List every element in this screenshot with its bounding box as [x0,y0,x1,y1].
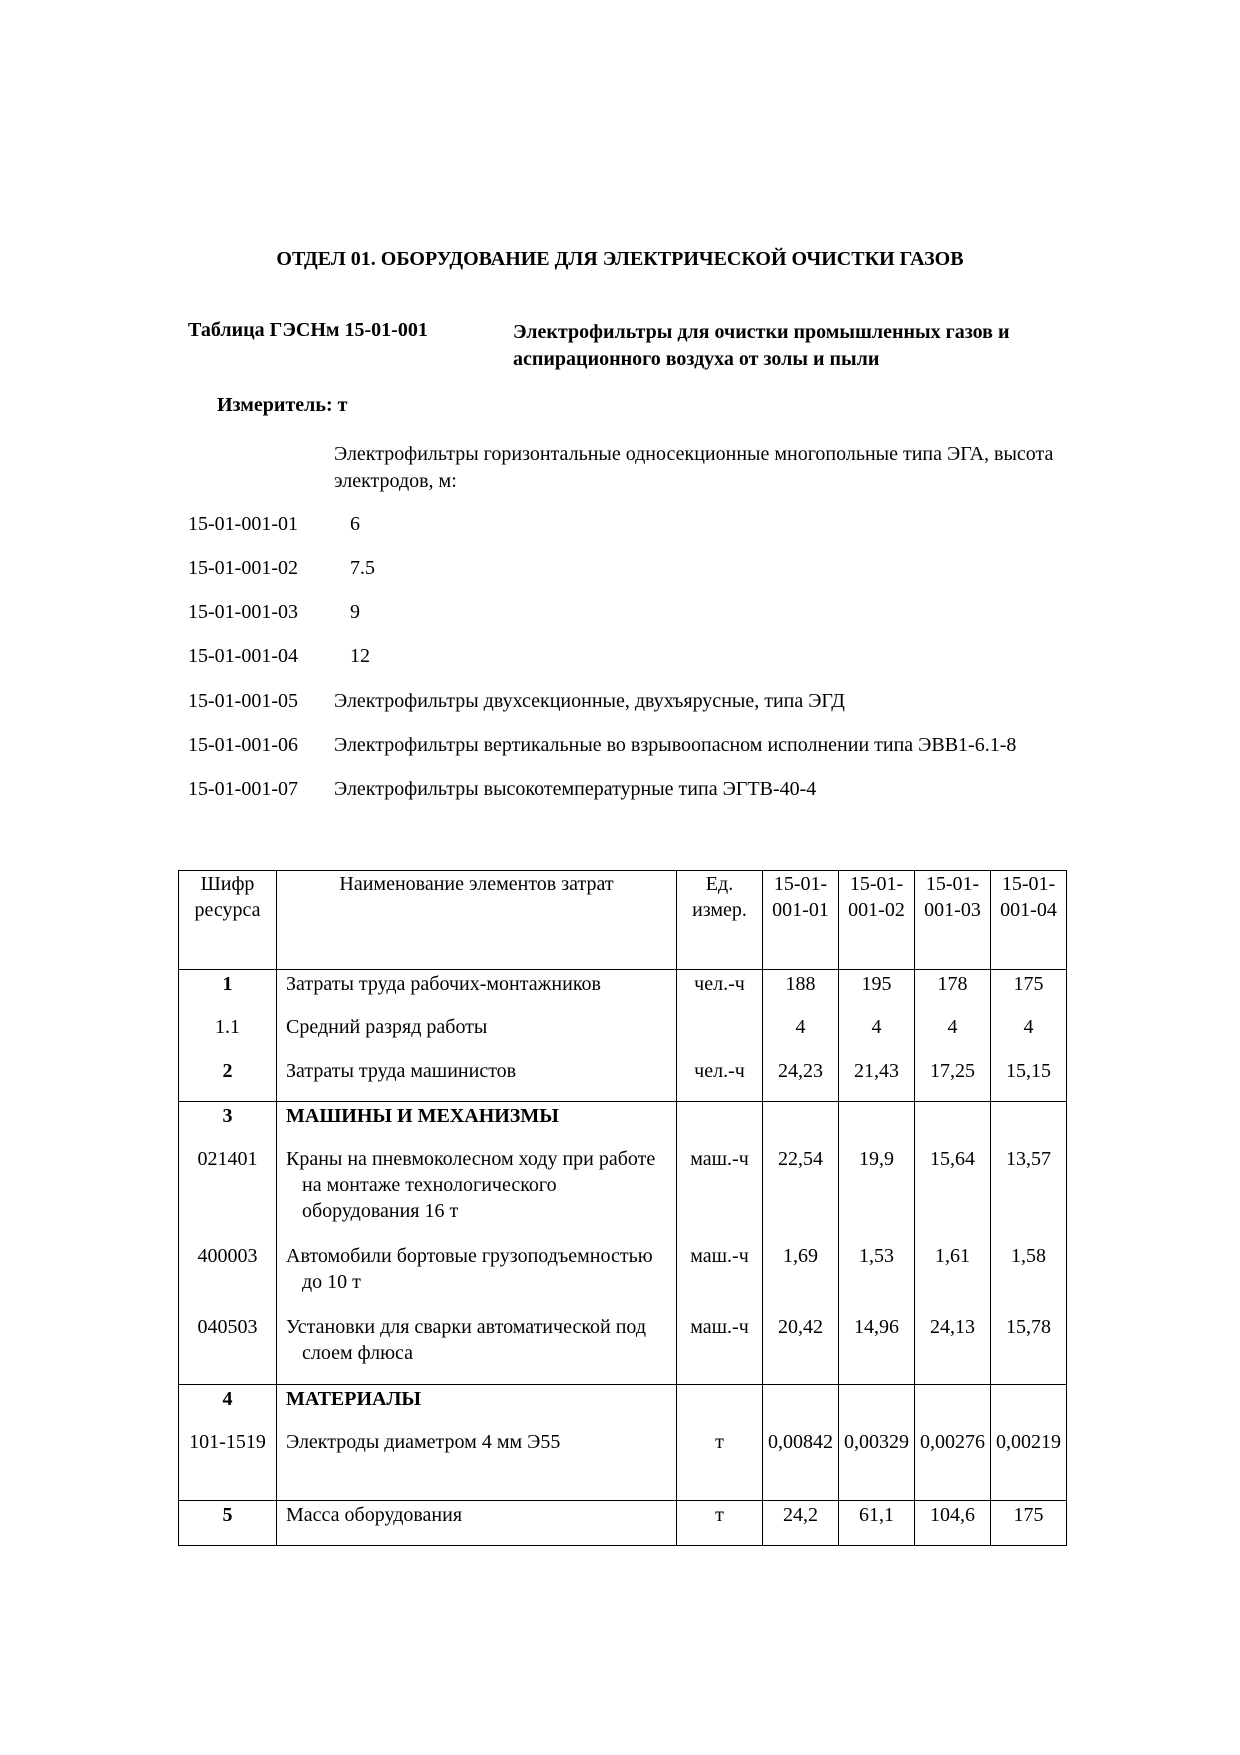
row-value: 24,13 [915,1314,991,1385]
row-value [763,1385,839,1429]
row-name: Установки для сварки автоматической под слоем флюса [286,1315,647,1364]
row-value: 104,6 [915,1501,991,1546]
row-value: 1,58 [991,1243,1067,1314]
item-code: 15-01-001-07 [188,778,298,800]
table-row [179,970,1067,1014]
row-value: 61,1 [839,1501,915,1546]
item-text: Электрофильтры вертикальные во взрывоопасном исполнении типа ЭВВ1-6.1-8 [334,734,1017,756]
row-name: МАШИНЫ И МЕХАНИЗМЫ [277,1102,677,1146]
row-name: Автомобили бортовые грузоподъемностью до 10 т [286,1244,653,1293]
row-value: 4 [839,1014,915,1058]
header-col-01: 15-01-001-01 [763,871,839,970]
row-unit [677,1385,763,1429]
row-value: 0,00219 [991,1429,1067,1501]
row-unit [677,1014,763,1058]
item-code: 15-01-001-06 [188,734,298,756]
row-value: 15,15 [991,1058,1067,1102]
row-name: Электроды диаметром 4 мм Э55 [277,1429,677,1501]
row-unit: чел.-ч [677,1058,763,1102]
row-value: 21,43 [839,1058,915,1102]
item-text: Электрофильтры двухсекционные, двухъярусные, типа ЭГД [334,690,845,712]
row-name: Затраты труда рабочих-монтажников [277,970,677,1014]
row-value [839,1102,915,1146]
row-value [991,1102,1067,1146]
item-code: 15-01-001-03 [188,601,298,623]
row-name: Затраты труда машинистов [277,1058,677,1102]
row-value: 15,78 [991,1314,1067,1385]
row-value: 1,61 [915,1243,991,1314]
table-row [179,1501,1067,1546]
table-row [179,1385,1067,1429]
table-header-row [179,871,1067,970]
row-name: Краны на пневмоколесном ходу при работе на монтаже технологического оборудования 16 т [286,1147,656,1222]
row-unit: маш.-ч [677,1243,763,1314]
row-code: 4 [179,1385,277,1429]
table-row [179,1243,1067,1314]
item-text: Электрофильтры высокотемпературные типа ЭГТВ-40-4 [334,778,817,800]
resource-table [178,870,1067,1546]
row-code: 040503 [179,1314,277,1385]
group-description: Электрофильтры горизонтальные односекционные многопольные типа ЭГА, высота электродов, м: [334,443,1054,492]
row-value: 20,42 [763,1314,839,1385]
header-col-02: 15-01-001-02 [839,871,915,970]
row-name: Средний разряд работы [277,1014,677,1058]
row-unit [677,1102,763,1146]
row-code: 021401 [179,1146,277,1243]
table-row [179,1058,1067,1102]
item-code: 15-01-001-05 [188,690,298,712]
table-row [179,1429,1067,1501]
item-text: 12 [350,645,370,667]
row-value: 175 [991,970,1067,1014]
header-name: Наименование элементов затрат [277,871,677,970]
table-row [179,1146,1067,1243]
row-code: 400003 [179,1243,277,1314]
row-value [915,1102,991,1146]
row-name: МАТЕРИАЛЫ [277,1385,677,1429]
row-value: 17,25 [915,1058,991,1102]
row-value: 4 [763,1014,839,1058]
row-value: 4 [915,1014,991,1058]
row-value: 4 [991,1014,1067,1058]
row-value [915,1385,991,1429]
table-label: Таблица ГЭСНм 15-01-001 [188,319,428,341]
row-value: 178 [915,970,991,1014]
item-code: 15-01-001-04 [188,645,298,667]
row-value [839,1385,915,1429]
item-text: 7.5 [350,557,375,579]
row-code: 3 [179,1102,277,1146]
row-value: 1,53 [839,1243,915,1314]
row-value: 15,64 [915,1146,991,1243]
header-col-04: 15-01-001-04 [991,871,1067,970]
unit-line: Измеритель: т [217,394,348,416]
section-title: ОТДЕЛ 01. ОБОРУДОВАНИЕ ДЛЯ ЭЛЕКТРИЧЕСКОЙ ОЧИСТКИ ГАЗОВ [276,248,964,270]
row-value: 13,57 [991,1146,1067,1243]
item-text: 9 [350,601,360,623]
row-value: 22,54 [763,1146,839,1243]
row-value: 0,00276 [915,1429,991,1501]
row-unit: т [677,1429,763,1501]
table-row [179,1314,1067,1385]
row-value: 175 [991,1501,1067,1546]
row-unit: чел.-ч [677,970,763,1014]
row-name: Масса оборудования [277,1501,677,1546]
header-code: Шифр ресурса [179,871,277,970]
row-value: 0,00329 [839,1429,915,1501]
header-col-03: 15-01-001-03 [915,871,991,970]
row-unit: маш.-ч [677,1146,763,1243]
row-value: 24,2 [763,1501,839,1546]
row-code: 101-1519 [179,1429,277,1501]
row-code: 1.1 [179,1014,277,1058]
row-code: 5 [179,1501,277,1546]
row-value [763,1102,839,1146]
item-text: 6 [350,513,360,535]
row-code: 1 [179,970,277,1014]
row-value [991,1385,1067,1429]
header-unit: Ед. измер. [677,871,763,970]
row-value: 14,96 [839,1314,915,1385]
row-value: 1,69 [763,1243,839,1314]
row-value: 195 [839,970,915,1014]
item-code: 15-01-001-02 [188,557,298,579]
row-value: 24,23 [763,1058,839,1102]
row-unit: т [677,1501,763,1546]
row-value: 0,00842 [763,1429,839,1501]
table-row [179,1014,1067,1058]
row-unit: маш.-ч [677,1314,763,1385]
row-code: 2 [179,1058,277,1102]
row-value: 19,9 [839,1146,915,1243]
item-code: 15-01-001-01 [188,513,298,535]
table-title: Электрофильтры для очистки промышленных газов и аспирационного воздуха от золы и пыли [513,321,1010,370]
row-value: 188 [763,970,839,1014]
table-row [179,1102,1067,1146]
